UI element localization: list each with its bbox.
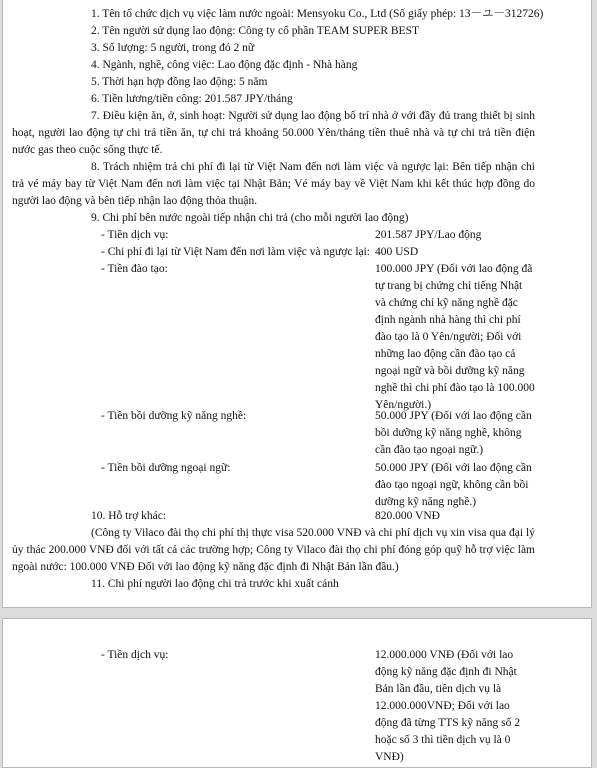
item-10-label: 10. Hỗ trợ khác: (91, 510, 167, 522)
item-4-occupation: 4. Ngành, nghề, công việc: Lao động đặc định - Nhà hàng (91, 59, 358, 71)
document-page-1 (2, 0, 592, 608)
worker-service-label: - Tiền dịch vụ: (101, 649, 169, 661)
item-10-value: 820.000 VNĐ (375, 510, 440, 522)
item-7-living-conditions: 7. Điều kiện ăn, ở, sinh hoạt: Người sử dụng lao động bố trí nhà ở với đầy đủ trang thiết bị sinh hoạt, người lao động tự chi trả tiền ăn, tự chi trả khoảng 50.000 Yên/tháng tiền thuê nhà và tự chi trả tiền điện nước gas theo cuộc sống thực tế. (12, 110, 535, 156)
foreign-service-value: 201.587 JPY/Lao động (375, 229, 482, 241)
item-11-heading: 11. Chi phí người lao động chi trả trước khi xuất cảnh (91, 578, 339, 590)
foreign-skill-label: - Tiền bồi dưỡng kỹ năng nghề: (101, 410, 247, 422)
item-2-employer: 2. Tên người sử dụng lao động: Công ty cổ phần TEAM SUPER BEST (91, 25, 419, 37)
foreign-skill-value: 50.000 JPY (Đối với lao động cần bồi dưỡng kỹ năng nghề, không cần đào tạo ngoại ngữ.) (375, 410, 532, 456)
item-6-salary: 6. Tiền lương/tiền công: 201.587 JPY/tháng (91, 93, 293, 105)
foreign-language-label: - Tiền bồi dưỡng ngoại ngữ: (101, 462, 231, 474)
foreign-travel-label: - Chi phí đi lại từ Việt Nam đến nơi làm việc và ngược lại: (101, 246, 371, 258)
foreign-service-label: - Tiền dịch vụ: (101, 229, 169, 241)
item-1-org-name: 1. Tên tổ chức dịch vụ việc làm nước ngoài: Mensyoku Co., Ltd (Số giấy phép: 13－ユ－312726) (91, 8, 544, 20)
foreign-training-value: 100.000 JPY (Đối với lao động đã tự trang bị chứng chỉ tiếng Nhật và chứng chỉ kỹ năng nghề đặc định ngành nhà hàng thì chi phí đào tạo là 0 Yên/người; Đối với những lao động cần đào tạo cả ngoại ngữ và bồi dưỡng kỹ năng nghề thì chi phí đào tạo là 100.000 Yên/người.) (375, 263, 535, 411)
foreign-language-value: 50.000 JPY (Đối với lao động cần đào tạo ngoại ngữ, không cần bồi dưỡng kỹ năng nghề.) (375, 462, 532, 508)
item-9-foreign-costs-heading: 9. Chi phí bên nước ngoài tiếp nhận chi trả (cho mỗi người lao động) (91, 212, 409, 224)
item-3-quantity: 3. Số lượng: 5 người, trong đó 2 nữ (91, 42, 255, 54)
item-5-contract-term: 5. Thời hạn hợp đồng lao động: 5 năm (91, 76, 268, 88)
document-page-2 (2, 618, 592, 768)
foreign-training-label: - Tiền đào tạo: (101, 263, 168, 275)
item-10-note: (Công ty Vilaco đài thọ chi phí thị thực visa 520.000 VNĐ và chi phí dịch vụ xin visa qua đại lý ủy thác 200.000 VNĐ đối với tất cả các trường hợp; Công ty Vilaco đài thọ chi phí đóng góp quỹ hỗ trợ việc làm ngoài nước: 100.000 VNĐ Đối với lao động kỹ năng đặc định đi Nhật Bản lần đầu.) (12, 527, 535, 573)
item-8-travel-responsibility: 8. Trách nhiệm trả chi phí đi lại từ Việt Nam đến nơi làm việc và ngược lại: Bên tiếp nhận chi trả vé máy bay từ Việt Nam đến nơi làm việc tại Nhật Bản; Vé máy bay về Việt Nam khi kết thúc hợp đồng do người lao động và bên tiếp nhận lao động thỏa thuận. (12, 161, 535, 207)
foreign-travel-value: 400 USD (375, 246, 419, 258)
worker-service-value: 12.000.000 VNĐ (Đối với lao động kỹ năng đặc định đi Nhật Bản lần đầu, tiền dịch vụ là 12.000.000VNĐ; Đối với lao động đã từng TTS kỹ năng số 2 hoặc số 3 thì tiền dịch vụ là 0 VNĐ) (375, 649, 520, 763)
